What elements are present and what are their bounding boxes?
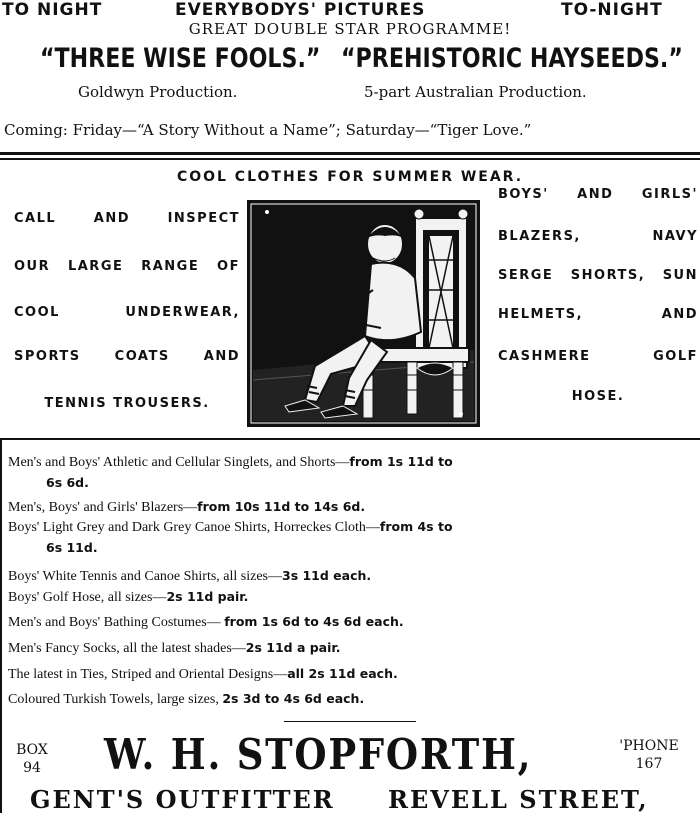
seated-boy-illustration bbox=[247, 200, 480, 427]
list-item: The latest in Ties, Striped and Oriental Designs—all 2s 11d each. bbox=[8, 666, 398, 682]
left-line-3: COOL UNDERWEAR, bbox=[14, 305, 240, 320]
right-line-1: BOYS' AND GIRLS' bbox=[498, 187, 698, 202]
programme-line: GREAT DOUBLE STAR PROGRAMME! bbox=[188, 20, 512, 38]
coming-attractions: Coming: Friday—“A Story Without a Name”; Saturday—“Tiger Love.” bbox=[4, 121, 532, 139]
tonight-right: TO-NIGHT bbox=[561, 0, 663, 20]
film-title-1: “THREE WISE FOOLS.” bbox=[40, 43, 321, 74]
left-line-4: SPORTS COATS AND bbox=[14, 349, 240, 364]
theatre-title: EVERYBODYS' PICTURES bbox=[175, 0, 426, 20]
phone-block bbox=[604, 737, 694, 773]
right-line-6: HOSE. bbox=[571, 389, 625, 404]
list-item: Boys' Light Grey and Dark Grey Canoe Shirts, Horreckes Cloth—from 4s to 6s 11d. bbox=[8, 519, 453, 555]
right-line-2: BLAZERS, NAVY bbox=[498, 229, 698, 244]
divider-double-top bbox=[0, 152, 700, 155]
phone-label: 'PHONE bbox=[619, 738, 679, 754]
right-line-4: HELMETS, AND bbox=[498, 307, 698, 322]
list-item: Men's Fancy Socks, all the latest shades—2s 11d a pair. bbox=[8, 640, 341, 656]
box-label: BOX bbox=[16, 742, 48, 758]
list-item: Men's and Boys' Bathing Costumes— from 1s 6d to 4s 6d each. bbox=[8, 614, 404, 630]
box-block bbox=[12, 741, 52, 777]
list-item: Men's and Boys' Athletic and Cellular Singlets, and Shorts—from 1s 11d to 6s 6d. bbox=[8, 454, 453, 490]
summer-wear-heading: COOL CLOTHES FOR SUMMER WEAR. bbox=[176, 169, 524, 185]
proprietor-name: W. H. STOPFORTH, bbox=[104, 730, 533, 779]
trade-label: GENT'S OUTFITTER bbox=[30, 785, 335, 814]
list-item: Men's, Boys' and Girls' Blazers—from 10s 11d to 14s 6d. bbox=[8, 499, 366, 515]
phone-number: 167 bbox=[635, 756, 663, 772]
street-address: REVELL STREET, bbox=[388, 785, 649, 814]
film-title-2: “PREHISTORIC HAYSEEDS.” bbox=[341, 43, 683, 74]
divider-list-top bbox=[0, 438, 700, 440]
box-number: 94 bbox=[23, 760, 41, 776]
left-line-1: CALL AND INSPECT bbox=[14, 211, 240, 226]
left-border bbox=[0, 440, 2, 813]
production-1: Goldwyn Production. bbox=[78, 83, 238, 101]
left-line-2: OUR LARGE RANGE OF bbox=[14, 259, 240, 274]
list-item: Boys' Golf Hose, all sizes—2s 11d pair. bbox=[8, 589, 249, 605]
list-item: Boys' White Tennis and Canoe Shirts, all sizes—3s 11d each. bbox=[8, 568, 372, 584]
production-2: 5-part Australian Production. bbox=[364, 83, 587, 101]
tonight-left: TO NIGHT bbox=[2, 0, 103, 20]
divider-double-bottom bbox=[0, 158, 700, 160]
left-line-5: TENNIS TROUSERS. bbox=[44, 396, 210, 411]
right-line-5: CASHMERE GOLF bbox=[498, 349, 698, 364]
list-item: Coloured Turkish Towels, large sizes, 2s 3d to 4s 6d each. bbox=[8, 691, 365, 707]
right-line-3: SERGE SHORTS, SUN bbox=[498, 268, 698, 283]
divider-short bbox=[284, 721, 416, 722]
